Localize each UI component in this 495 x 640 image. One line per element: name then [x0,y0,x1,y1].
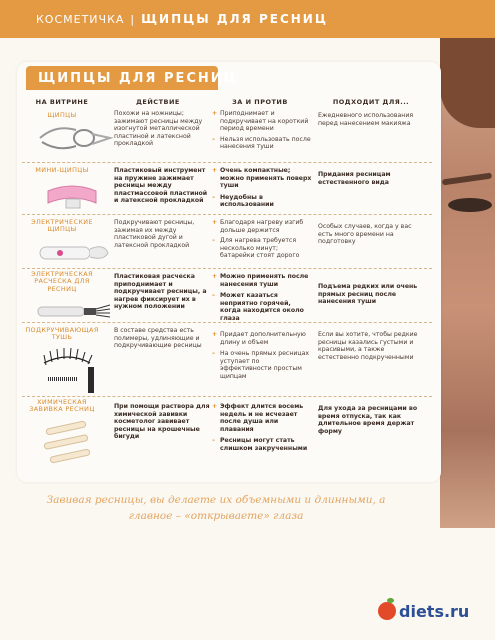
suits-text: Особых случаев, когда у вас есть много времени на подготовку [318,223,412,246]
pro-line [212,167,312,190]
minus-sign: – [212,237,216,245]
pro-text: Можно применять после нанесения туши [220,273,309,288]
pros-cons [212,331,312,381]
site-logo[interactable] [378,600,493,628]
item-name: ЩИПЦЫ [47,111,77,119]
table-row [22,269,432,323]
electric-curler-icon [36,239,112,265]
pro-line [212,219,312,234]
eye [448,198,492,212]
leaf-icon [387,598,394,603]
con-line [212,194,312,209]
con-line [212,350,312,380]
action-text: Похожи на ножницы; зажимают ресницы между изогнутой металлической пластиной и латексной прокладкой [114,110,203,148]
pro-line [212,273,312,288]
plus-sign: + [212,273,218,280]
table-row [22,323,432,397]
column-header-action: ДЕЙСТВИЕ [136,98,180,106]
con-text: Нельзя использовать после нанесения туши [220,135,311,151]
pro-text: Приподнимает и подкручивает на короткий период времени [220,110,309,133]
plus-sign: + [212,219,218,226]
table-row [22,215,432,269]
item-name: ЭЛЕКТРИЧЕСКИЕ ЩИПЦЫ [31,218,93,234]
plus-sign: + [212,110,218,117]
pros-cons [212,273,312,323]
eyelash-curler-icon [36,120,114,158]
apple-icon [378,602,396,620]
con-line [212,136,312,151]
pro-text: Придает дополнительную длину и объем [220,331,306,346]
plus-sign: + [212,331,218,338]
model-photo [440,38,495,528]
suits-text: Для ухода за ресницами во время отпуска, так как длительное время держат форму [318,405,418,435]
hair [440,38,495,128]
header-band [0,0,495,38]
item-name: ПОДКРУЧИВАЮЩАЯ ТУШЬ [25,326,99,342]
con-line [212,292,312,322]
item-name: МИНИ-ЩИПЦЫ [35,166,89,174]
suits-text: Ежедневного использования перед нанесением макияжа [318,112,414,127]
action-text: В составе средства есть полимеры, удлиняющие и подкручивающие ресницы [114,327,202,350]
table-row [22,397,432,471]
pro-text: Благодаря нагреву изгиб дольше держится [220,219,304,234]
minus-sign: – [212,135,216,143]
column-header-pros-cons: ЗА И ПРОТИВ [232,98,288,106]
minus-sign: – [212,437,216,445]
con-text: На очень прямых ресницах уступает по эффективности простым щипцам [220,350,310,380]
con-text: Может казаться неприятно горячей, когда находится около глаза [220,292,304,322]
con-line [212,437,312,452]
con-text: Ресницы могут стать слишком закрученными [220,437,308,452]
pro-line [212,110,312,133]
eyebrow [442,173,492,186]
table-row [22,163,432,215]
column-header-showcase: НА ВИТРИНЕ [35,98,89,106]
logo-text: diets.ru [399,602,470,621]
page-title: ЩИПЦЫ ДЛЯ РЕСНИЦ [38,71,238,86]
action-text: Пластиковая расческа приподнимает и подкручивает ресницы, а нагрев фиксирует их в нужном положении [114,273,207,311]
minus-sign: – [212,350,216,358]
pro-text: Очень компактные; можно применять поверх туши [220,167,312,190]
action-text: Подкручивают ресницы, зажимая их между пластиковой дугой и латексной прокладкой [114,219,195,249]
action-text: При помощи раствора для химической завивки косметолог завивает ресницы на крошечные бигуди [114,403,210,441]
plus-sign: + [212,167,218,174]
action-text: Пластиковый инструмент на пружине зажимает ресницы между пластмассовой пластиной и латексной прокладкой [114,167,208,205]
pro-line [212,331,312,346]
section-name: ЩИПЦЫ ДЛЯ РЕСНИЦ [141,12,328,26]
title-tab [26,66,238,90]
pros-cons [212,167,312,209]
pros-cons [212,110,312,151]
table-row [22,106,432,163]
item-name: ЭЛЕКТРИЧЕСКАЯ РАСЧЕСКА ДЛЯ РЕСНИЦ [31,270,93,293]
minus-sign: – [212,193,216,201]
magazine-name: КОСМЕТИЧКА [36,13,125,26]
item-name: ХИМИЧЕСКАЯ ЗАВИВКА РЕСНИЦ [29,398,95,414]
pro-text: Эффект длится восемь недель и не исчезает после душа или плавания [220,403,304,433]
mini-curler-icon [42,179,104,211]
pros-cons [212,403,312,453]
perm-rollers-icon [40,421,100,465]
header-text [36,12,328,26]
heated-comb-icon [36,299,112,321]
plus-sign: + [212,403,218,410]
suits-text: Придания ресницам естественного вида [318,171,391,186]
header-divider: | [130,13,136,26]
column-header-suits: ПОДХОДИТ ДЛЯ... [332,98,410,106]
suits-text: Если вы хотите, чтобы редкие ресницы казались густыми и красивыми, а также естественно подкрученными [318,331,418,361]
closing-quote: Завивая ресницы, вы делаете их объемными и длинными, а главное – «открываете» глаза [46,494,386,522]
pro-line [212,403,312,433]
con-line [212,237,312,260]
minus-sign: – [212,292,216,300]
pros-cons [212,219,312,260]
suits-text: Подъема редких или очень прямых ресниц после нанесения туши [318,283,418,306]
con-text: Неудобны в использовании [220,193,274,209]
con-text: Для нагрева требуется несколько минут; батарейки стоят дорого [220,237,300,260]
mascara-brush-icon [38,345,112,395]
